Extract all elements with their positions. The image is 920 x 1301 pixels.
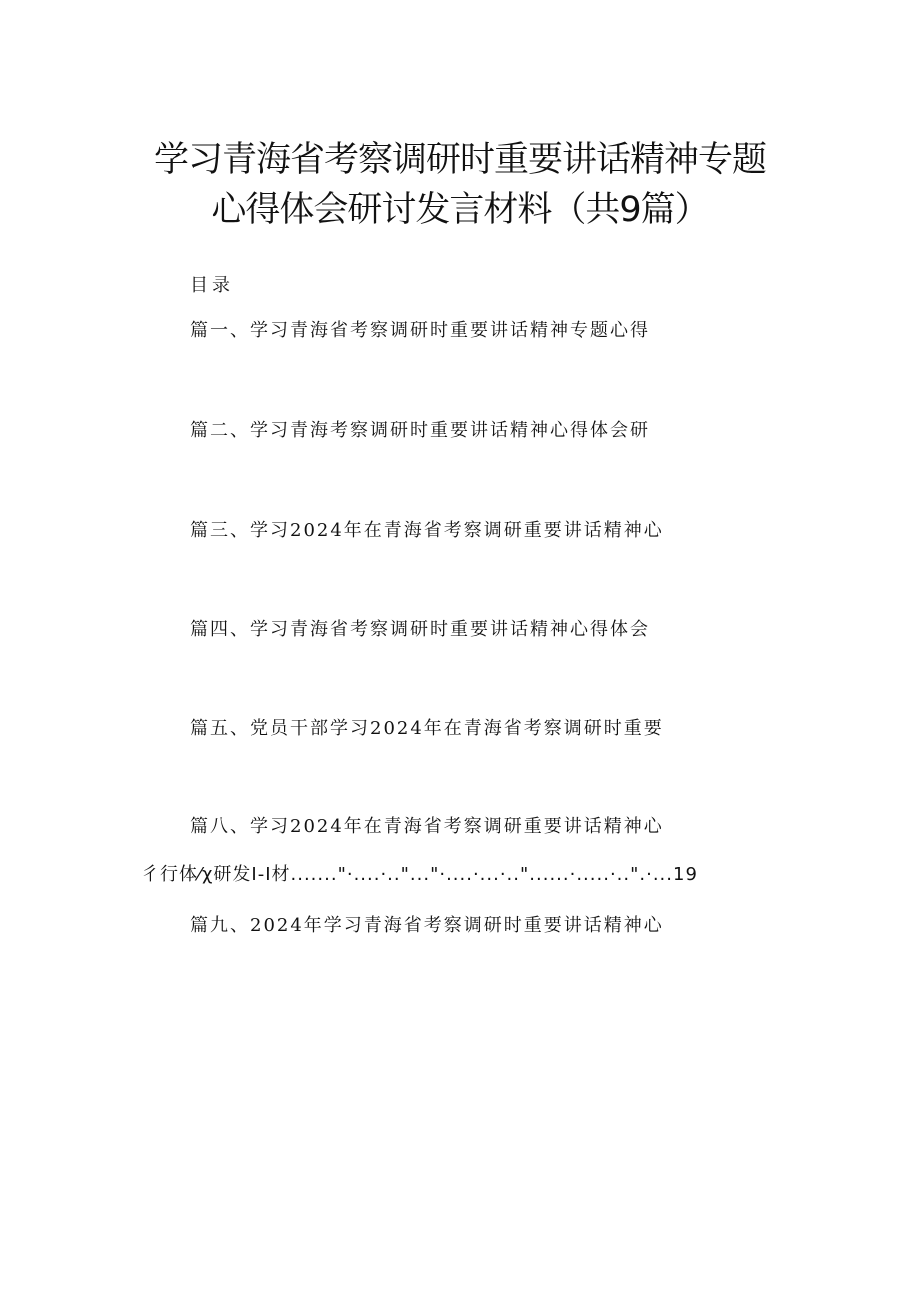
toc-entry-2[interactable]: 篇二、学习青海考察调研时重要讲话精神心得体会研 bbox=[190, 420, 650, 441]
toc-entry-4[interactable]: 篇四、学习青海省考察调研时重要讲话精神心得体会 bbox=[190, 619, 650, 640]
toc-entry-8[interactable]: 篇八、学习2024年在青海省考察调研重要讲话精神心 bbox=[190, 816, 664, 837]
toc-entry-3[interactable]: 篇三、学习2024年在青海省考察调研重要讲话精神心 bbox=[190, 520, 664, 541]
toc-entry-9[interactable]: 篇九、2024年学习青海省考察调研时重要讲话精神心 bbox=[190, 915, 664, 936]
toc-entry-5[interactable]: 篇五、党员干部学习2024年在青海省考察调研时重要 bbox=[190, 718, 664, 739]
document-title-line-2: 心得体会研讨发言材料（共9篇） bbox=[211, 190, 709, 230]
document-title-line-1: 学习青海省考察调研时重要讲话精神专题 bbox=[153, 140, 766, 180]
toc-heading: 目录 bbox=[190, 275, 234, 296]
toc-entry-1[interactable]: 篇一、学习青海省考察调研时重要讲话精神专题心得 bbox=[190, 320, 650, 341]
toc-garbled-line: 彳行体⁄χ研发I-I材......."·....·.."..."·....·...·.."......·.....·..".·...19 bbox=[141, 864, 698, 885]
